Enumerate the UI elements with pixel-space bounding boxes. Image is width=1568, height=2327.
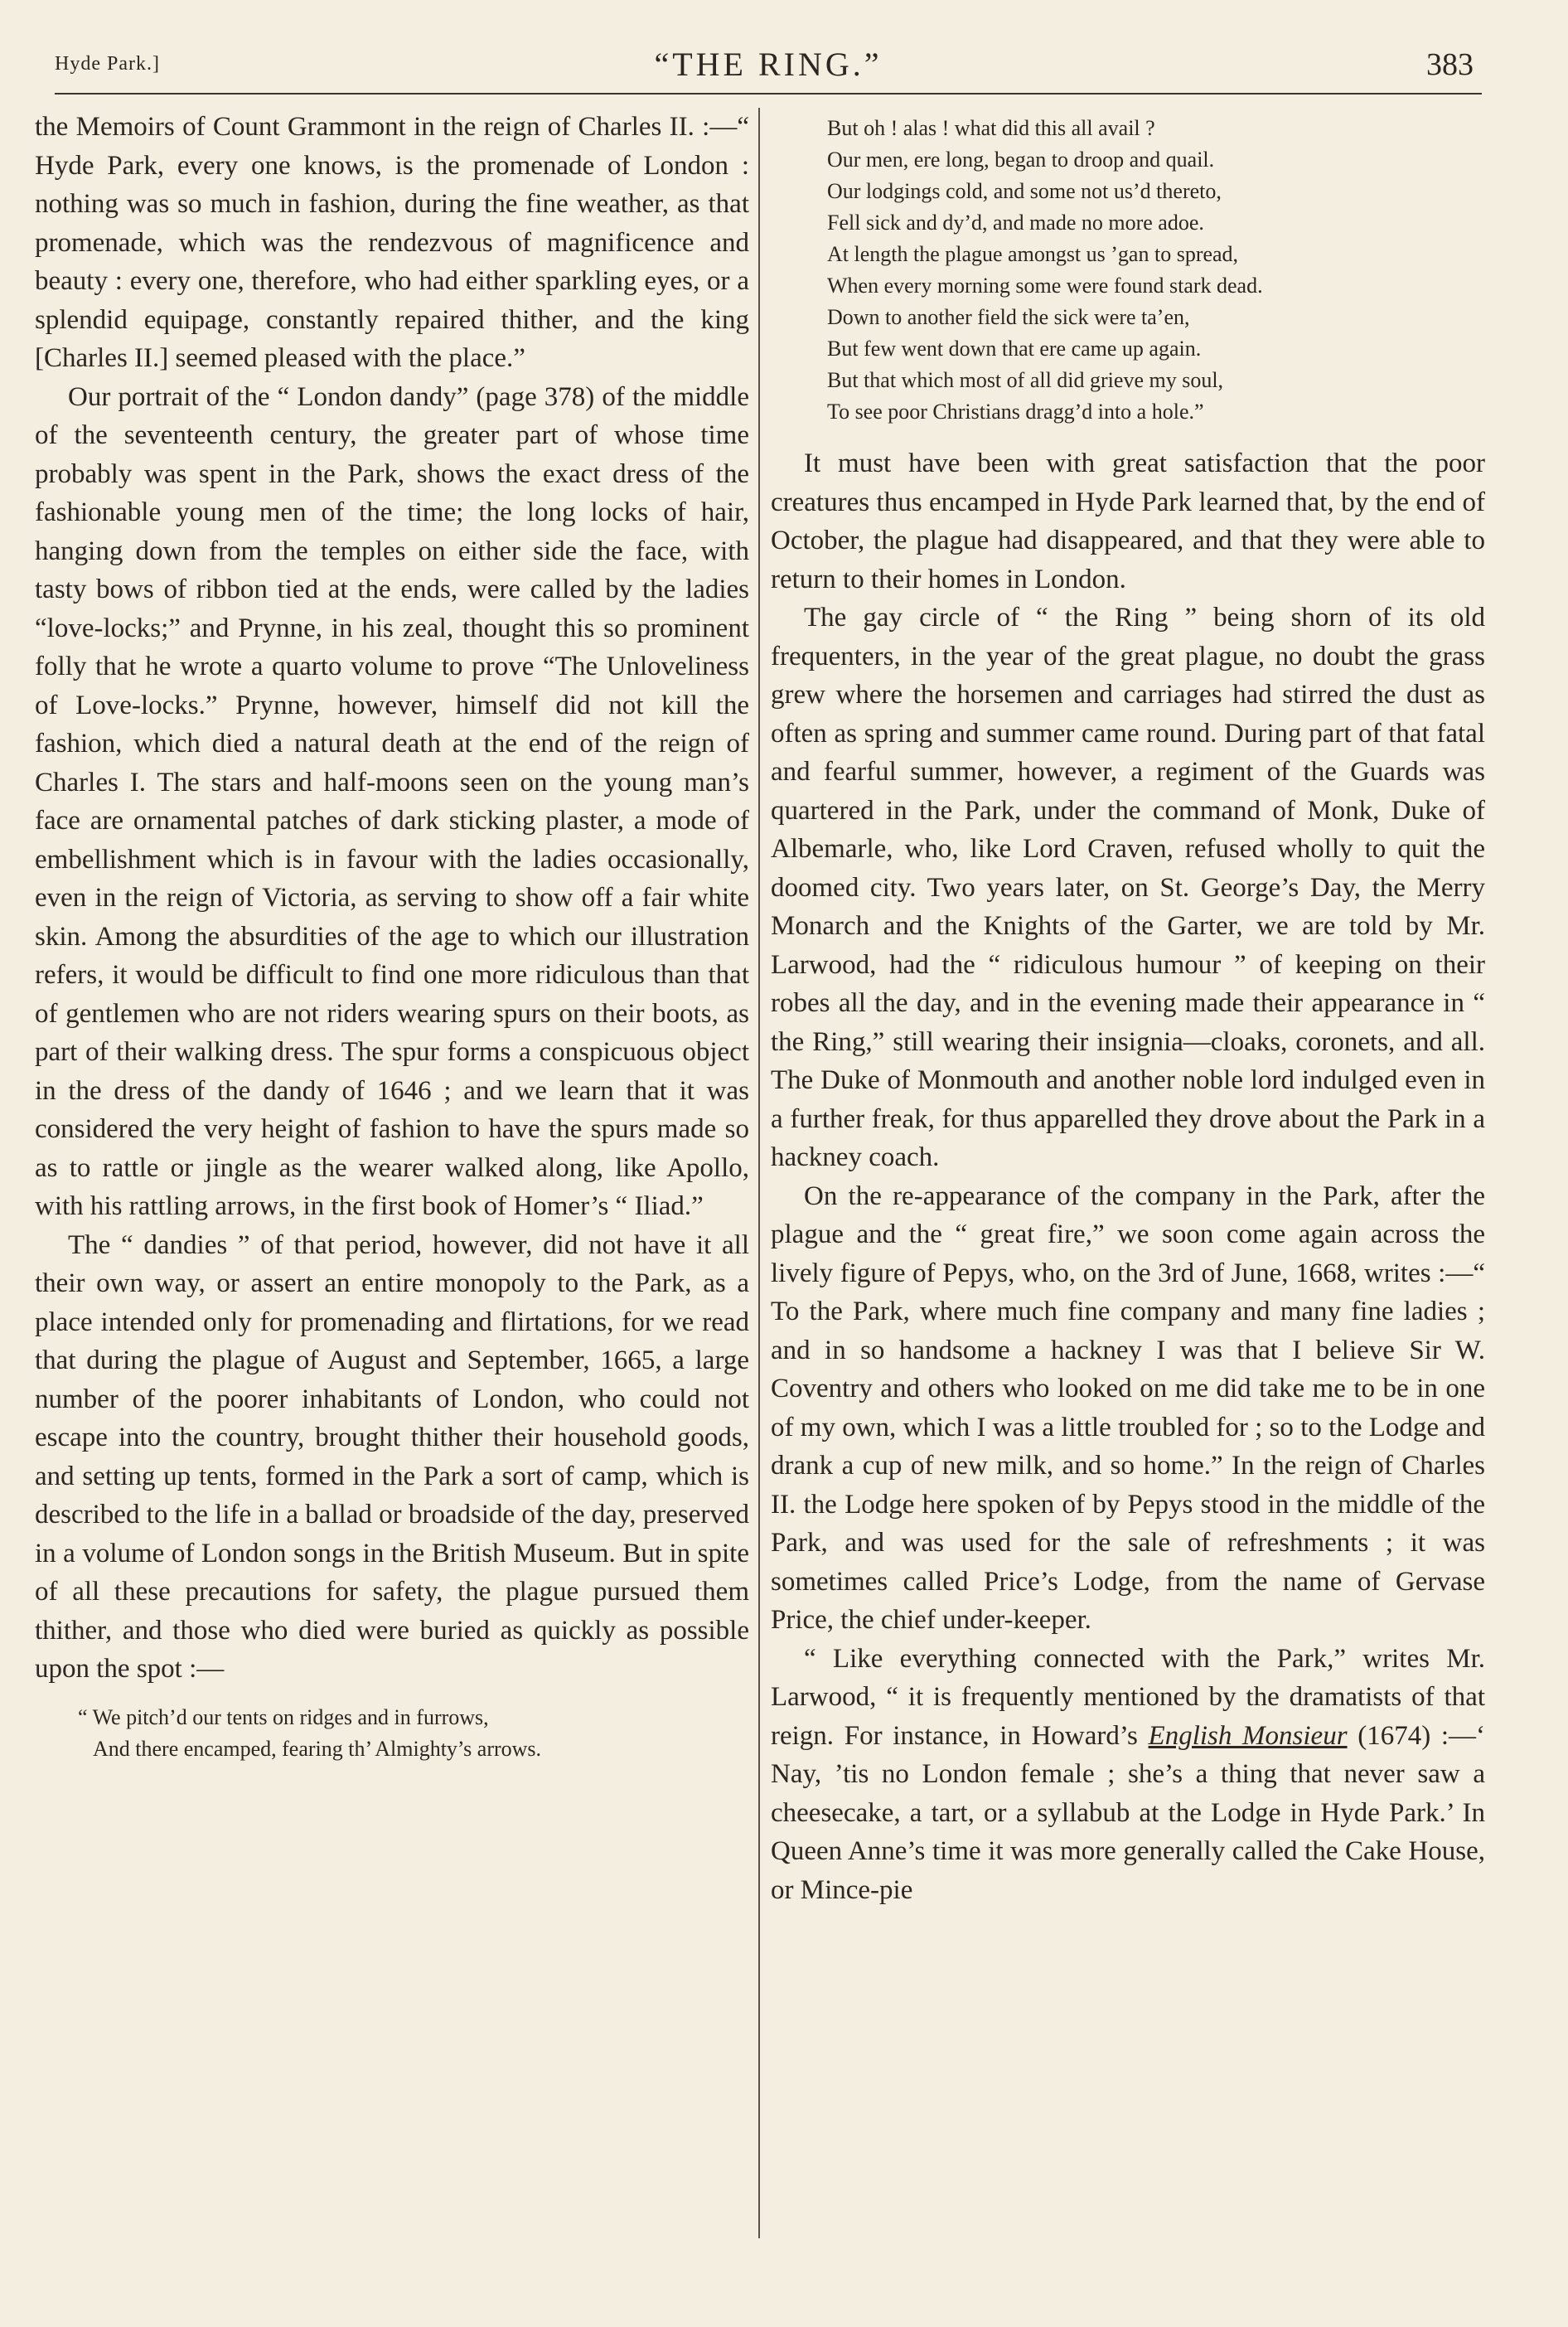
running-title: “THE RING.” [654,46,883,83]
left-column [35,108,749,1765]
play-title: English Monsieur [1148,1720,1348,1751]
paragraph-text: (1674) :—‘ Nay, ’tis no London female ; she’s a thing that never saw a cheesecake, a tart, or a syllabub at the Lodge in Hyde Park.’ In Queen Anne’s time it was more generally called the Cake House, or Mince-pie [771,1720,1486,1905]
paragraph: Our portrait of the “ London dandy” (page 378) of the middle of the seventeenth century, the greater part of whose time probably was spent in the Park, shows the exact dress of the fashionable young men of the time; the long locks of hair, hanging down from the temples on either side the face, with tasty bows of ribbon tied at the ends, were called by the ladies “love-locks;” and Prynne, in his zeal, thought this so prominent folly that he wrote a quarto volume to prove “The Unloveliness of Love-locks.” Prynne, however, himself did not kill the fashion, which died a natural death at the end of the reign of Charles I. The stars and half-moons seen on the young man’s face are ornamental patches of dark sticking plaster, a mode of embellishment which is in favour with the ladies occasionally, even in the reign of Victoria, as serving to show off a fair white skin. Among the absurdities of the age to which our illustration refers, it would be difficult to find one more ridiculous than that of gentlemen who are not riders wearing spurs on their boots, as part of their walking dress. The spur forms a conspicuous object in the dress of the dandy of 1646 ; and we learn that it was considered the very height of fashion to have the spurs made so as to rattle or jingle as the wearer walked along, like Apollo, with his rattling arrows, in the first book of Homer’s “ Iliad.” [35,381,749,1221]
verse-line: Fell sick and dy’d, and made no more adoe. [827,211,1204,235]
ballad-excerpt [78,1702,749,1765]
verse-line: To see poor Christians dragg’d into a hole.” [827,400,1204,424]
paragraph [771,1640,1485,1910]
verse-line: Down to another field the sick were ta’en, [827,305,1190,329]
paragraph: the Memoirs of Count Grammont in the reign of Charles II. :—“ Hyde Park, every one knows, is the promenade of London : nothing was so much in fashion, during the fine weather, as that promenade, which was the rendezvous of magnificence and beauty : every one, therefore, who had either sparkling eyes, or a splendid equipage, constantly repaired thither, and the king [Charles II.] seemed pleased with the place.” [35,112,749,373]
paragraph: The gay circle of “ the Ring ” being shorn of its old frequenters, in the year of the great plague, no doubt the grass grew where the horsemen and carriages had stirred the dust as often as spring and summer came round. During part of that fatal and fearful summer, however, a regiment of the Guards was quartered in the Park, under the command of Monk, Duke of Albemarle, who, like Lord Craven, refused wholly to quit the doomed city. Two years later, on St. George’s Day, the Merry Monarch and the Knights of the Garter, we are told by Mr. Larwood, had the “ ridiculous humour ” of keeping on their robes all the day, and in the evening made their appearance in “ the Ring,” still wearing their insignia—cloaks, coronets, and all. The Duke of Monmouth and another noble lord indulged even in a further freak, for thus apparelled they drove about the Park in a hackney coach. [771,603,1485,1172]
verse-line: When every morning some were found stark dead. [827,274,1263,298]
column-rule [758,108,760,2238]
verse-line: And there encamped, fearing th’ Almighty’s arrows. [93,1736,542,1761]
verse-line: Our lodgings cold, and some not us’d thereto, [827,179,1222,203]
verse-line: Our men, ere long, began to droop and quail. [827,148,1215,172]
paragraph: On the re-appearance of the company in the Park, after the plague and the “ great fire,” we soon come again across the lively figure of Pepys, who, on the 3rd of June, 1668, writes :—“ To the Park, where much fine company and many fine ladies ; and in so handsome a hackney I was that I believe Sir W. Coventry and others who looked on me did take me to be in one of my own, which I was a little troubled for ; so to the Lodge and drank a cup of new milk, and so home.” In the reign of Charles II. the Lodge here spoken of by Pepys stood in the middle of the Park, and was used for the sale of refreshments ; it was sometimes called Price’s Lodge, from the name of Gervase Price, the chief under-keeper. [771,1180,1485,1635]
verse-line: But oh ! alas ! what did this all avail ? [827,116,1155,140]
page-number: 383 [1426,47,1474,82]
verse-line: “ We pitch’d our tents on ridges and in furrows, [78,1704,489,1729]
verse-line: At length the plague amongst us ’gan to spread, [827,242,1239,266]
section-label: Hyde Park.] [55,53,160,75]
paragraph-text: “ Like everything connected with the Park,” writes Mr. Larwood, “ it is frequently mentioned by the dramatists of that reign. For instance, in Howard’s [771,1643,1485,1751]
verse-line: But that which most of all did grieve my soul, [827,368,1224,392]
ballad-excerpt [827,113,1485,428]
verse-line: But few went down that ere came up again. [827,337,1202,361]
paragraph: The “ dandies ” of that period, however, did not have it all their own way, or assert an entire monopoly to the Park, as a place intended only for promenading and flirtations, for we read that during the plague of August and September, 1665, a large number of the poorer inhabitants of London, who could not escape into the country, brought thither their household goods, and setting up tents, formed in the Park a sort of camp, which is described to the life in a ballad or broadside of the day, preserved in a volume of London songs in the British Museum. But in spite of all these precautions for safety, the plague pursued them thither, and those who died were buried as quickly as possible upon the spot :— [35,1229,749,1684]
running-header [55,43,1482,95]
right-column [771,108,1485,1909]
paragraph: It must have been with great satisfaction that the poor creatures thus encamped in Hyde Park learned that, by the end of October, the plague had disappeared, and that they were able to return to their homes in London. [771,448,1485,594]
